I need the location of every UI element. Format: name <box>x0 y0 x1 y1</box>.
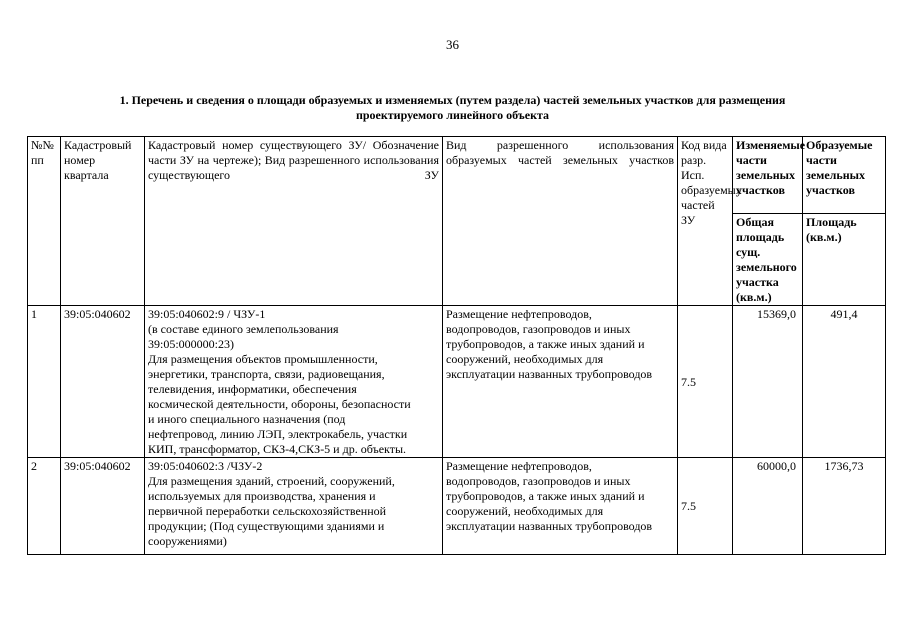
cell-existing-zu-line: телевидения, информатики, обеспечения <box>148 382 357 396</box>
cell-existing-zu-line: первичной переработки сельскохозяйственной <box>148 504 387 518</box>
header-num: №№ пп <box>28 137 61 306</box>
cell-existing-zu-line: продукции; (Под существующими зданиями и <box>148 519 385 533</box>
cell-permitted-use-line: Размещение нефтепроводов, <box>446 459 592 473</box>
cell-existing-zu <box>145 306 443 458</box>
cell-permitted-use <box>443 306 678 458</box>
page-heading <box>70 93 835 123</box>
cell-existing-zu-line: космической деятельности, обороны, безопасности <box>148 397 411 411</box>
cell-code: 7.5 <box>678 306 733 458</box>
cell-existing-zu-line: Для размещения зданий, строений, сооружений, <box>148 474 395 488</box>
cell-permitted-use-line: трубопроводов, а также иных зданий и <box>446 337 645 351</box>
cell-area: 1736,73 <box>803 458 886 555</box>
cell-permitted-use-line: водопроводов, газопроводов и иных <box>446 322 631 336</box>
cell-quarter: 39:05:040602 <box>61 306 145 458</box>
cell-existing-zu-line: используемых для производства, хранения и <box>148 489 376 503</box>
cell-permitted-use-line: водопроводов, газопроводов и иных <box>446 474 631 488</box>
cell-permitted-use-line: сооружений, необходимых для <box>446 504 604 518</box>
header-changed-parts: Изменяемые части земельных участков <box>733 137 803 214</box>
cell-quarter: 39:05:040602 <box>61 458 145 555</box>
cell-existing-zu-line: (в составе единого землепользования <box>148 322 339 336</box>
cell-existing-zu-line: нефтепровод, линию ЛЭП, электрокабель, участки <box>148 427 408 441</box>
cell-num: 1 <box>28 306 61 458</box>
cell-existing-zu <box>145 458 443 555</box>
header-area: Площадь (кв.м.) <box>803 214 886 306</box>
header-existing-zu: Кадастровый номер существующего ЗУ/ Обозначение части ЗУ на чертеже); Вид разрешенного использования существующего ЗУ <box>145 137 443 306</box>
cell-existing-zu-line: и иного специального назначения (под <box>148 412 346 426</box>
page-number: 36 <box>446 37 459 52</box>
heading-line-2: проектируемого линейного объекта <box>355 108 550 122</box>
cell-existing-zu-line: Для размещения объектов промышленности, <box>148 352 378 366</box>
cell-area: 491,4 <box>803 306 886 458</box>
cell-code: 7.5 <box>678 458 733 555</box>
cell-permitted-use-line: Размещение нефтепроводов, <box>446 307 592 321</box>
cell-permitted-use <box>443 458 678 555</box>
cell-total-area: 15369,0 <box>733 306 803 458</box>
table-row <box>28 458 886 555</box>
header-quarter: Кадастровый номер квартала <box>61 137 145 306</box>
land-plots-table <box>27 136 886 555</box>
header-row-1 <box>28 137 886 214</box>
cell-total-area: 60000,0 <box>733 458 803 555</box>
cell-permitted-use-line: эксплуатации названных трубопроводов <box>446 519 653 533</box>
header-permitted-use: Вид разрешенного использования образуемых частей земельных участков <box>443 137 678 306</box>
table-body <box>28 306 886 555</box>
cell-existing-zu-line: КИП, трансформатор, СКЗ-4,СКЗ-5 и др. объекты. <box>148 442 407 456</box>
header-code: Код вида разр. Исп. образуемых частей ЗУ <box>678 137 733 306</box>
cell-existing-zu-line: энергетики, транспорта, связи, радиовещания, <box>148 367 385 381</box>
cell-existing-zu-line: 39:05:040602:9 / ЧЗУ-1 <box>148 307 266 321</box>
cell-existing-zu-line: сооружениями) <box>148 534 227 548</box>
cell-existing-zu-line: 39:05:000000:23) <box>148 337 234 351</box>
cell-existing-zu-line: 39:05:040602:3 /ЧЗУ-2 <box>148 459 263 473</box>
cell-permitted-use-line: трубопроводов, а также иных зданий и <box>446 489 645 503</box>
header-formed-parts: Образуемые части земельных участков <box>803 137 886 214</box>
heading-line-1: 1. Перечень и сведения о площади образуемых и изменяемых (путем раздела) частей земельных участков для размещения <box>119 93 786 107</box>
cell-permitted-use-line: эксплуатации названных трубопроводов <box>446 367 653 381</box>
cell-permitted-use-line: сооружений, необходимых для <box>446 352 604 366</box>
cell-num: 2 <box>28 458 61 555</box>
header-total-area: Общая площадь сущ. земельного участка (кв.м.) <box>733 214 803 306</box>
table-row <box>28 306 886 458</box>
